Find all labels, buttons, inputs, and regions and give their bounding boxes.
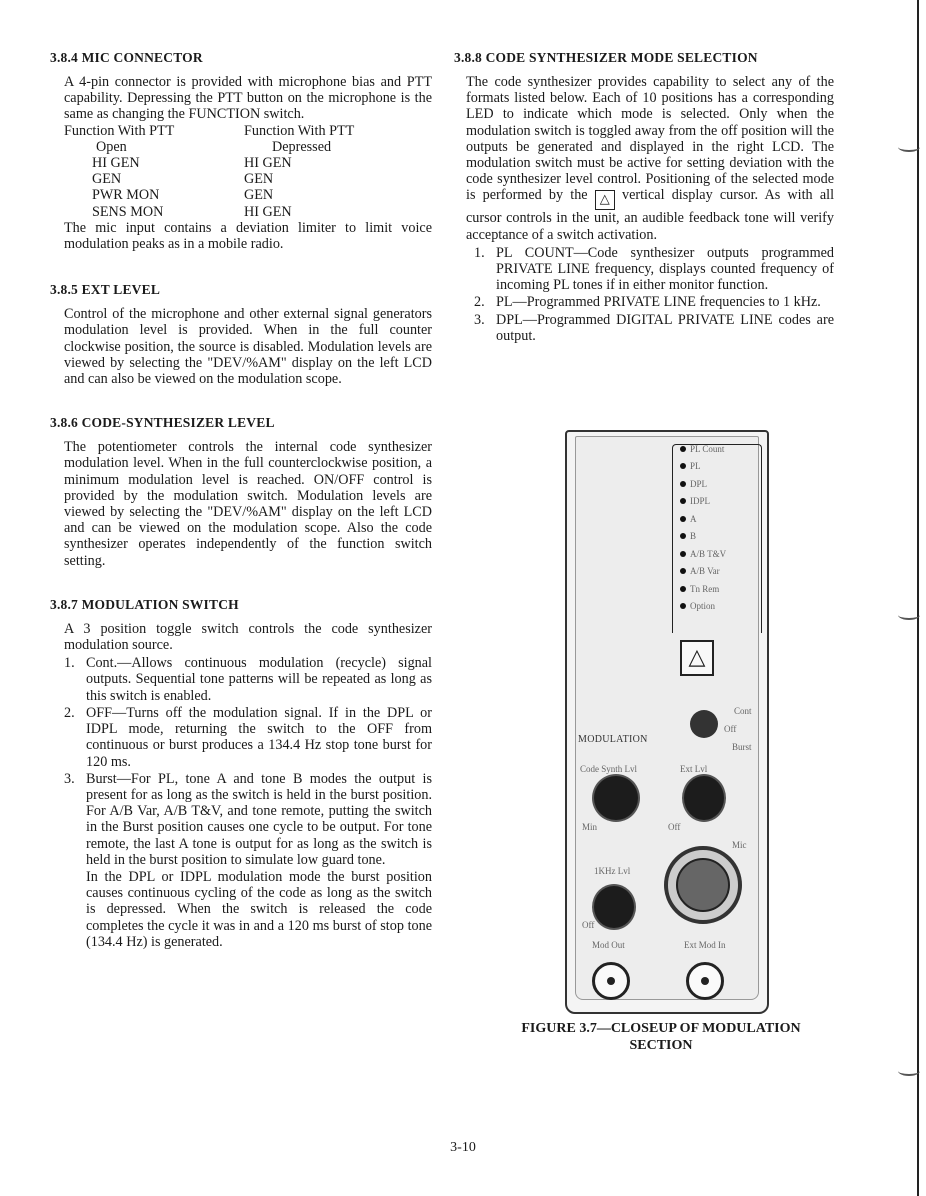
table-cell: HI GEN xyxy=(244,203,292,220)
led-dot-icon xyxy=(680,533,686,539)
list-number: 1. xyxy=(474,244,485,261)
off-label: Off xyxy=(582,920,595,930)
section-3-8-6 xyxy=(50,415,432,569)
section-title: 3.8.8 CODE SYNTHESIZER MODE SELECTION xyxy=(454,50,758,65)
edge-mark xyxy=(898,1066,920,1076)
paragraph: The potentiometer controls the internal code synthesizer modulation level. When in the full counterclockwise position, a minimum modulation level is reached. ON/OFF control is provided by the modulation switch. Modulation levels are viewed by selecting the "DEV/%AM" display on the left LCD and can be viewed on the modulation scope. Also the code synthesizer operates independently of the function switch setting. xyxy=(64,439,432,569)
jack-center xyxy=(607,977,615,985)
list-number: 1. xyxy=(64,655,75,672)
led-dot-icon xyxy=(680,481,686,487)
list-item xyxy=(474,294,834,310)
led-indicator xyxy=(680,528,770,546)
ext-lvl-knob xyxy=(684,776,724,820)
section-3-8-5 xyxy=(50,282,432,388)
table-cell: GEN xyxy=(244,171,274,188)
page-edge xyxy=(917,0,919,1196)
led-indicator xyxy=(680,545,770,563)
table-header-row xyxy=(64,139,432,155)
section-title: 3.8.4 MIC CONNECTOR xyxy=(50,50,203,65)
code-synth-lvl-label: Code Synth Lvl xyxy=(580,764,638,774)
led-indicator xyxy=(680,580,770,598)
modulation-label: MODULATION xyxy=(578,734,648,745)
list-text: DPL—Programmed DIGITAL PRIVATE LINE codes are output. xyxy=(496,311,834,344)
table-row xyxy=(64,187,432,203)
paragraph: The mic input contains a deviation limiter to limit voice modulation peaks as in a mobile radio. xyxy=(64,219,432,253)
table-cell: HI GEN xyxy=(92,155,140,172)
numbered-list xyxy=(64,655,432,868)
table-header: Function With PTT xyxy=(244,122,355,139)
led-label: PL xyxy=(690,461,701,472)
led-dot-icon xyxy=(680,551,686,557)
list-item xyxy=(474,312,834,344)
section-title: 3.8.6 CODE-SYNTHESIZER LEVEL xyxy=(50,415,275,431)
led-dot-icon xyxy=(680,498,686,504)
list-item xyxy=(64,771,432,868)
off-label: Off xyxy=(724,724,737,734)
1khz-lvl-knob xyxy=(594,886,634,928)
list-item xyxy=(64,705,432,770)
cursor-button-icon: △ xyxy=(680,640,714,676)
led-label: A/B Var xyxy=(690,566,720,577)
table-cell: SENS MON xyxy=(92,203,164,220)
table-header-row xyxy=(64,123,432,139)
mic-connector-icon xyxy=(664,846,742,924)
led-label: B xyxy=(690,531,697,542)
list-number: 2. xyxy=(64,704,75,721)
mod-out-jack-icon xyxy=(592,962,630,1000)
table-header: Function With PTT xyxy=(64,122,175,139)
ext-lvl-label: Ext Lvl xyxy=(680,764,708,774)
left-column xyxy=(50,50,432,972)
right-column xyxy=(454,50,835,366)
mic-connector-inner xyxy=(676,858,730,912)
led-indicator xyxy=(680,440,770,458)
led-dot-icon xyxy=(680,446,686,452)
list-item xyxy=(474,245,834,294)
list-text: PL COUNT—Code synthesizer outputs programmed PRIVATE LINE frequency, displays counted frequency of incoming PL tones if in either monitor function. xyxy=(496,244,834,294)
list-text: Burst—For PL, tone A and tone B modes the output is present for as long as the switch is held in the burst position. For A/B Var, A/B T&V, and tone remote, putting the switch in the Burst position causes one cycle to be output. For tone remote, the last A tone is output for as long as the switch is held in the burst position to simulate low guard tone. xyxy=(86,770,432,868)
list-number: 3. xyxy=(474,311,485,328)
led-label: A/B T&V xyxy=(690,548,727,559)
jack-center xyxy=(701,977,709,985)
table-cell: GEN xyxy=(244,187,274,204)
edge-mark xyxy=(898,142,920,152)
led-label: Tn Rem xyxy=(690,583,720,594)
led-label: PL Count xyxy=(690,443,725,454)
led-dot-icon xyxy=(680,516,686,522)
paragraph: Control of the microphone and other external signal generators modulation level is provided. When in the full counter clockwise position, the source is disabled. Modulation levels are viewed by selecting the "DEV/%AM" display on the left LCD and can also be viewed on the modulation scope. xyxy=(64,306,432,388)
led-dot-icon xyxy=(680,586,686,592)
numbered-list xyxy=(466,245,834,344)
caption-line: FIGURE 3.7—CLOSEUP OF MODULATION xyxy=(521,1021,801,1036)
section-3-8-4 xyxy=(50,50,432,253)
ext-mod-in-label: Ext Mod In xyxy=(684,940,726,950)
ptt-function-table xyxy=(64,123,432,220)
led-label: Option xyxy=(690,601,716,612)
modulation-toggle-switch xyxy=(690,710,718,738)
section-3-8-8 xyxy=(454,50,835,344)
min-label: Min xyxy=(582,822,598,832)
led-label: A xyxy=(690,513,697,524)
list-text: OFF—Turns off the modulation signal. If in the DPL or IDPL mode, returning the switch to the OFF from continuous or burst produces a 134.4 Hz stop tone burst for 120 ms. xyxy=(86,704,432,770)
section-title: 3.8.7 MODULATION SWITCH xyxy=(50,596,239,612)
table-row xyxy=(64,171,432,187)
list-text: Cont.—Allows continuous modulation (recycle) signal outputs. Sequential tone patterns will be repeated as long as this switch is enabled. xyxy=(86,655,432,704)
led-dot-icon xyxy=(680,463,686,469)
table-header: Open xyxy=(96,138,127,155)
led-indicator xyxy=(680,458,770,476)
list-text: PL—Programmed PRIVATE LINE frequencies to 1 kHz. xyxy=(496,294,821,311)
table-cell: PWR MON xyxy=(92,187,160,204)
led-indicator xyxy=(680,598,770,616)
paragraph: A 3 position toggle switch controls the code synthesizer modulation source. xyxy=(64,620,432,654)
list-number: 2. xyxy=(474,294,485,311)
caption-line: SECTION xyxy=(629,1038,693,1053)
1khz-lvl-label: 1KHz Lvl xyxy=(594,866,631,876)
led-dot-icon xyxy=(680,568,686,574)
led-indicator xyxy=(680,475,770,493)
ext-mod-in-jack-icon xyxy=(686,962,724,1000)
section-title: 3.8.5 EXT LEVEL xyxy=(50,282,161,298)
led-label: IDPL xyxy=(690,496,710,507)
list-number: 3. xyxy=(64,770,75,787)
mode-led-list xyxy=(680,440,770,615)
figure-caption xyxy=(466,1020,856,1054)
mod-out-label: Mod Out xyxy=(592,940,625,950)
paragraph: In the DPL or IDPL modulation mode the burst position causes continuous cycling of the code as long as the switch is depressed. When the switch is released the code completes the cycle it was in and a 120 ms burst of stop tone (134.4 Hz) is generated. xyxy=(86,868,432,950)
mic-label: Mic xyxy=(732,840,747,850)
led-label: DPL xyxy=(690,478,708,489)
table-header: Depressed xyxy=(272,138,332,155)
list-item xyxy=(64,655,432,704)
paragraph-text: vertical display cursor. As with all cursor controls in the unit, an audible feedback tone will verify acceptance of a switch activation. xyxy=(466,187,835,243)
table-row xyxy=(64,155,432,171)
section-3-8-7 xyxy=(50,596,432,950)
edge-mark xyxy=(898,610,920,620)
page-number: 3-10 xyxy=(450,1140,476,1155)
code-synth-lvl-knob xyxy=(594,776,638,820)
led-indicator xyxy=(680,563,770,581)
off-label: Off xyxy=(668,822,681,832)
table-row xyxy=(64,204,432,220)
paragraph xyxy=(466,74,834,243)
burst-label: Burst xyxy=(732,742,752,752)
table-cell: HI GEN xyxy=(244,155,292,172)
paragraph: A 4-pin connector is provided with microphone bias and PTT capability. Depressing the PTT button on the microphone is the same as changing the FUNCTION switch. xyxy=(64,74,432,123)
led-indicator xyxy=(680,510,770,528)
led-indicator xyxy=(680,493,770,511)
paragraph-text: The code synthesizer provides capability to select any of the formats listed below. Each of 10 positions has a corresponding LED to indicate which mode is selected. Only when the modulation switch is toggled away from the off position will the outputs be generated and displayed in the right LCD. The modulation switch must be active for setting deviation with the code synthesizer level control. Positioning of the selected mode is performed by the xyxy=(466,74,834,204)
table-cell: GEN xyxy=(92,171,122,188)
led-dot-icon xyxy=(680,603,686,609)
cursor-up-icon: △ xyxy=(595,190,615,210)
cont-label: Cont xyxy=(734,706,752,716)
